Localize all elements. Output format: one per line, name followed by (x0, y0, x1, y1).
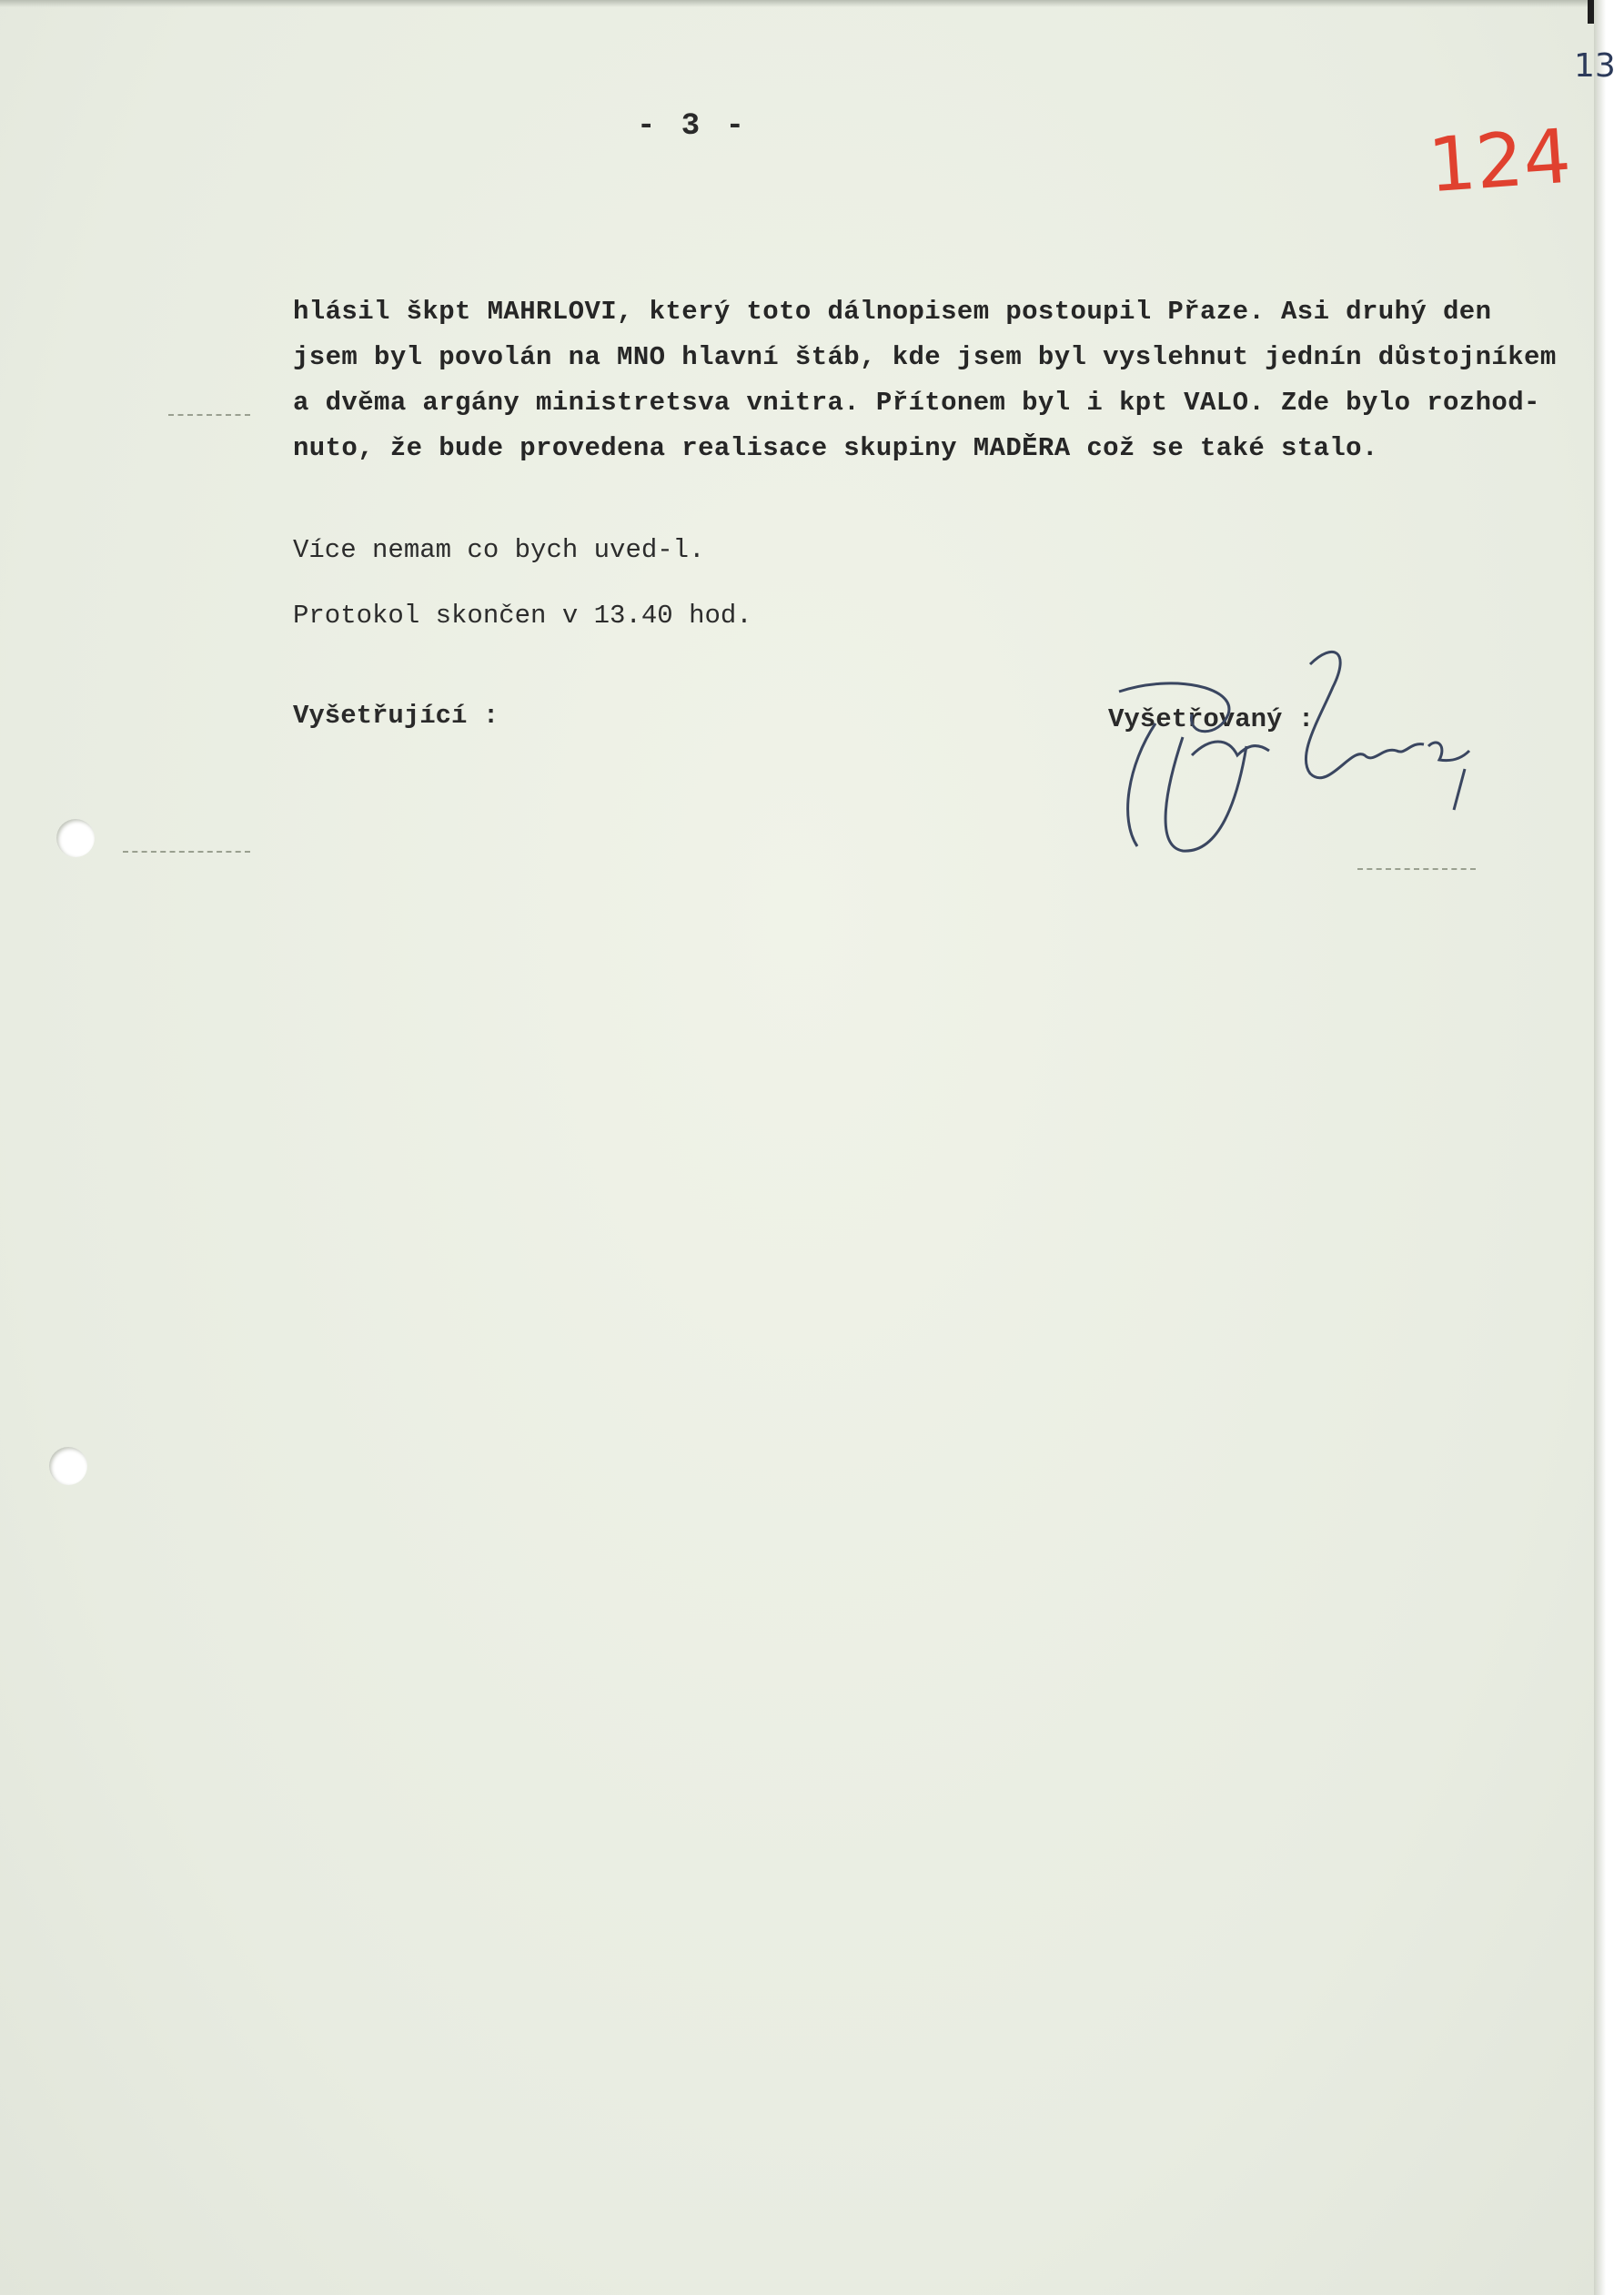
text-line: jsem byl povolán na MNO hlavní štáb, kde jsem byl vyslehnut jednín důstojníkem (293, 342, 1557, 372)
punch-hole (56, 819, 95, 857)
margin-rule (123, 851, 250, 853)
scan-right-edge (1594, 0, 1624, 2295)
archive-number: 13 (1574, 47, 1616, 85)
red-folio-number: 124 (1425, 113, 1574, 210)
scan-top-edge (0, 0, 1624, 7)
investigated-label: Vyšetřovaný : (1108, 704, 1315, 734)
text-line: a dvěma argány ministretsva vnitra. Přítonem byl i kpt VALO. Zde bylo rozhod- (293, 388, 1540, 418)
protocol-text (293, 289, 1567, 471)
text-line: nuto, že bude provedena realisace skupiny MADĚRA což se také stalo. (293, 433, 1378, 463)
page-number: - 3 - (637, 109, 749, 144)
closing-statement: Více nemam co bych uved-l. (293, 535, 705, 565)
signature-rule (1357, 868, 1476, 870)
punch-hole (49, 1447, 87, 1485)
protocol-end-time: Protokol skončen v 13.40 hod. (293, 601, 752, 631)
handwritten-signature (1101, 637, 1483, 864)
text-line: hlásil škpt MAHRLOVI, který toto dálnopisem postoupil Přaze. Asi druhý den (293, 297, 1492, 327)
investigator-label: Vyšetřující : (293, 701, 499, 731)
margin-rule (168, 414, 250, 416)
